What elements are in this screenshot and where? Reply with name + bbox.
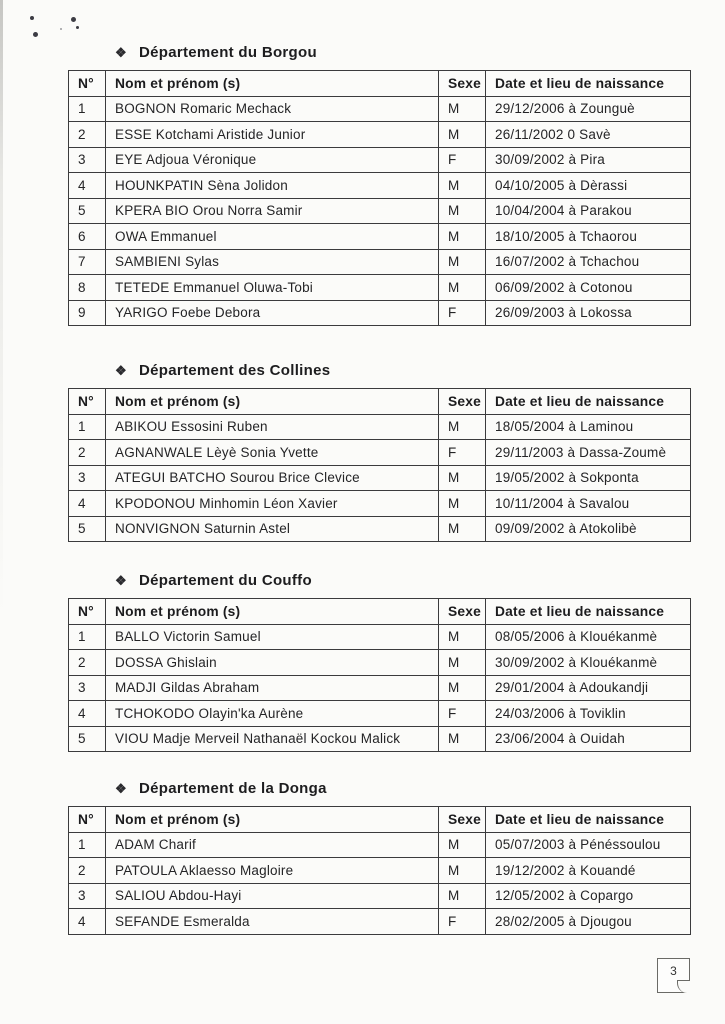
cell-number: 2: [69, 122, 106, 148]
cell-number: 9: [69, 300, 106, 326]
cell-number: 1: [69, 832, 106, 858]
cell-name: KPERA BIO Orou Norra Samir: [106, 198, 439, 224]
students-table-borgou: [68, 70, 691, 326]
students-table-couffo: [68, 598, 691, 752]
cell-birth: 26/11/2002 0 Savè: [486, 122, 691, 148]
column-header-name: Nom et prénom (s): [106, 599, 439, 625]
column-header-number: N°: [69, 599, 106, 625]
diamond-bullet-icon: ❖: [115, 45, 127, 60]
cell-birth: 19/05/2002 à Sokponta: [486, 465, 691, 491]
cell-name: NONVIGNON Saturnin Astel: [106, 516, 439, 542]
cell-sex: M: [439, 516, 486, 542]
cell-sex: M: [439, 414, 486, 440]
table-row: [69, 832, 691, 858]
section-title-text: Département du Couffo: [138, 572, 312, 589]
cell-name: TETEDE Emmanuel Oluwa-Tobi: [106, 275, 439, 301]
cell-sex: M: [439, 96, 486, 122]
table-row: [69, 173, 691, 199]
cell-birth: 28/02/2005 à Djougou: [486, 909, 691, 935]
cell-name: ESSE Kotchami Aristide Junior: [106, 122, 439, 148]
table-row: [69, 516, 691, 542]
department-section-borgou: [68, 44, 690, 326]
diamond-bullet-icon: ❖: [115, 573, 127, 588]
cell-birth: 18/10/2005 à Tchaorou: [486, 224, 691, 250]
cell-birth: 16/07/2002 à Tchachou: [486, 249, 691, 275]
cell-name: VIOU Madje Merveil Nathanaël Kockou Malick: [106, 726, 439, 752]
section-title-text: Département du Borgou: [138, 44, 317, 61]
cell-birth: 24/03/2006 à Toviklin: [486, 701, 691, 727]
table-row: [69, 414, 691, 440]
table-row: [69, 726, 691, 752]
column-header-name: Nom et prénom (s): [106, 807, 439, 833]
cell-sex: M: [439, 173, 486, 199]
cell-birth: 05/07/2003 à Pénéssoulou: [486, 832, 691, 858]
column-header-birth: Date et lieu de naissance: [486, 389, 691, 415]
cell-birth: 09/09/2002 à Atokolibè: [486, 516, 691, 542]
table-row: [69, 624, 691, 650]
cell-number: 2: [69, 858, 106, 884]
table-row: [69, 147, 691, 173]
page-number: 3: [670, 964, 677, 978]
column-header-number: N°: [69, 71, 106, 97]
cell-name: HOUNKPATIN Sèna Jolidon: [106, 173, 439, 199]
cell-number: 6: [69, 224, 106, 250]
cell-birth: 04/10/2005 à Dèrassi: [486, 173, 691, 199]
table-row: [69, 96, 691, 122]
cell-sex: M: [439, 198, 486, 224]
cell-number: 1: [69, 624, 106, 650]
cell-sex: M: [439, 224, 486, 250]
department-section-donga: [68, 780, 690, 935]
column-header-sex: Sexe: [439, 389, 486, 415]
cell-number: 3: [69, 147, 106, 173]
cell-sex: M: [439, 883, 486, 909]
cell-name: PATOULA Aklaesso Magloire: [106, 858, 439, 884]
section-title: [115, 572, 690, 589]
cell-birth: 29/11/2003 à Dassa-Zoumè: [486, 440, 691, 466]
cell-birth: 30/09/2002 à Klouékanmè: [486, 650, 691, 676]
cell-number: 5: [69, 516, 106, 542]
diamond-bullet-icon: ❖: [115, 363, 127, 378]
cell-birth: 12/05/2002 à Copargo: [486, 883, 691, 909]
cell-name: EYE Adjoua Véronique: [106, 147, 439, 173]
table-row: [69, 650, 691, 676]
cell-sex: M: [439, 858, 486, 884]
cell-number: 1: [69, 414, 106, 440]
section-title: [115, 780, 690, 797]
header-row: [69, 71, 691, 97]
table-row: [69, 883, 691, 909]
cell-sex: M: [439, 624, 486, 650]
cell-birth: 10/04/2004 à Parakou: [486, 198, 691, 224]
column-header-birth: Date et lieu de naissance: [486, 71, 691, 97]
cell-name: SEFANDE Esmeralda: [106, 909, 439, 935]
cell-birth: 10/11/2004 à Savalou: [486, 491, 691, 517]
cell-birth: 29/12/2006 à Zounguè: [486, 96, 691, 122]
cell-name: ADAM Charif: [106, 832, 439, 858]
cell-name: BALLO Victorin Samuel: [106, 624, 439, 650]
section-title: [115, 362, 690, 379]
cell-number: 5: [69, 198, 106, 224]
cell-number: 5: [69, 726, 106, 752]
cell-sex: M: [439, 491, 486, 517]
page-number-box: [657, 958, 690, 993]
table-row: [69, 249, 691, 275]
table-row: [69, 491, 691, 517]
table-row: [69, 440, 691, 466]
cell-sex: M: [439, 650, 486, 676]
students-table-collines: [68, 388, 691, 542]
section-title-text: Département des Collines: [138, 362, 331, 379]
cell-number: 4: [69, 701, 106, 727]
cell-sex: F: [439, 701, 486, 727]
cell-birth: 26/09/2003 à Lokossa: [486, 300, 691, 326]
cell-name: KPODONOU Minhomin Léon Xavier: [106, 491, 439, 517]
table-row: [69, 909, 691, 935]
cell-name: OWA Emmanuel: [106, 224, 439, 250]
cell-number: 3: [69, 675, 106, 701]
cell-sex: M: [439, 675, 486, 701]
cell-name: BOGNON Romaric Mechack: [106, 96, 439, 122]
header-row: [69, 389, 691, 415]
cell-birth: 30/09/2002 à Pira: [486, 147, 691, 173]
cell-birth: 19/12/2002 à Kouandé: [486, 858, 691, 884]
cell-sex: F: [439, 909, 486, 935]
table-row: [69, 300, 691, 326]
column-header-sex: Sexe: [439, 71, 486, 97]
section-title-text: Département de la Donga: [138, 780, 327, 797]
cell-birth: 23/06/2004 à Ouidah: [486, 726, 691, 752]
cell-sex: M: [439, 249, 486, 275]
table-row: [69, 465, 691, 491]
cell-name: YARIGO Foebe Debora: [106, 300, 439, 326]
column-header-sex: Sexe: [439, 807, 486, 833]
cell-sex: M: [439, 275, 486, 301]
table-row: [69, 122, 691, 148]
cell-number: 3: [69, 465, 106, 491]
cell-birth: 06/09/2002 à Cotonou: [486, 275, 691, 301]
cell-number: 2: [69, 650, 106, 676]
students-table-donga: [68, 806, 691, 935]
column-header-name: Nom et prénom (s): [106, 71, 439, 97]
cell-number: 4: [69, 491, 106, 517]
cell-name: ABIKOU Essosini Ruben: [106, 414, 439, 440]
cell-number: 7: [69, 249, 106, 275]
column-header-birth: Date et lieu de naissance: [486, 807, 691, 833]
cell-sex: F: [439, 147, 486, 173]
cell-number: 4: [69, 909, 106, 935]
cell-name: ATEGUI BATCHO Sourou Brice Clevice: [106, 465, 439, 491]
department-section-collines: [68, 362, 690, 542]
column-header-number: N°: [69, 389, 106, 415]
table-row: [69, 701, 691, 727]
dogear-corner-icon: [677, 980, 690, 993]
column-header-sex: Sexe: [439, 599, 486, 625]
cell-name: MADJI Gildas Abraham: [106, 675, 439, 701]
header-row: [69, 599, 691, 625]
header-row: [69, 807, 691, 833]
cell-sex: M: [439, 726, 486, 752]
cell-name: SALIOU Abdou-Hayi: [106, 883, 439, 909]
cell-name: DOSSA Ghislain: [106, 650, 439, 676]
table-row: [69, 275, 691, 301]
cell-sex: M: [439, 465, 486, 491]
column-header-birth: Date et lieu de naissance: [486, 599, 691, 625]
cell-name: TCHOKODO Olayin'ka Aurène: [106, 701, 439, 727]
cell-number: 4: [69, 173, 106, 199]
table-row: [69, 198, 691, 224]
cell-sex: F: [439, 300, 486, 326]
cell-birth: 08/05/2006 à Klouékanmè: [486, 624, 691, 650]
cell-name: AGNANWALE Lèyè Sonia Yvette: [106, 440, 439, 466]
cell-number: 3: [69, 883, 106, 909]
cell-sex: F: [439, 440, 486, 466]
section-title: [115, 44, 690, 61]
cell-birth: 18/05/2004 à Laminou: [486, 414, 691, 440]
department-section-couffo: [68, 572, 690, 752]
table-row: [69, 675, 691, 701]
cell-name: SAMBIENI Sylas: [106, 249, 439, 275]
column-header-name: Nom et prénom (s): [106, 389, 439, 415]
cell-number: 8: [69, 275, 106, 301]
diamond-bullet-icon: ❖: [115, 781, 127, 796]
table-row: [69, 224, 691, 250]
cell-number: 1: [69, 96, 106, 122]
cell-sex: M: [439, 122, 486, 148]
cell-number: 2: [69, 440, 106, 466]
cell-birth: 29/01/2004 à Adoukandji: [486, 675, 691, 701]
column-header-number: N°: [69, 807, 106, 833]
cell-sex: M: [439, 832, 486, 858]
table-row: [69, 858, 691, 884]
